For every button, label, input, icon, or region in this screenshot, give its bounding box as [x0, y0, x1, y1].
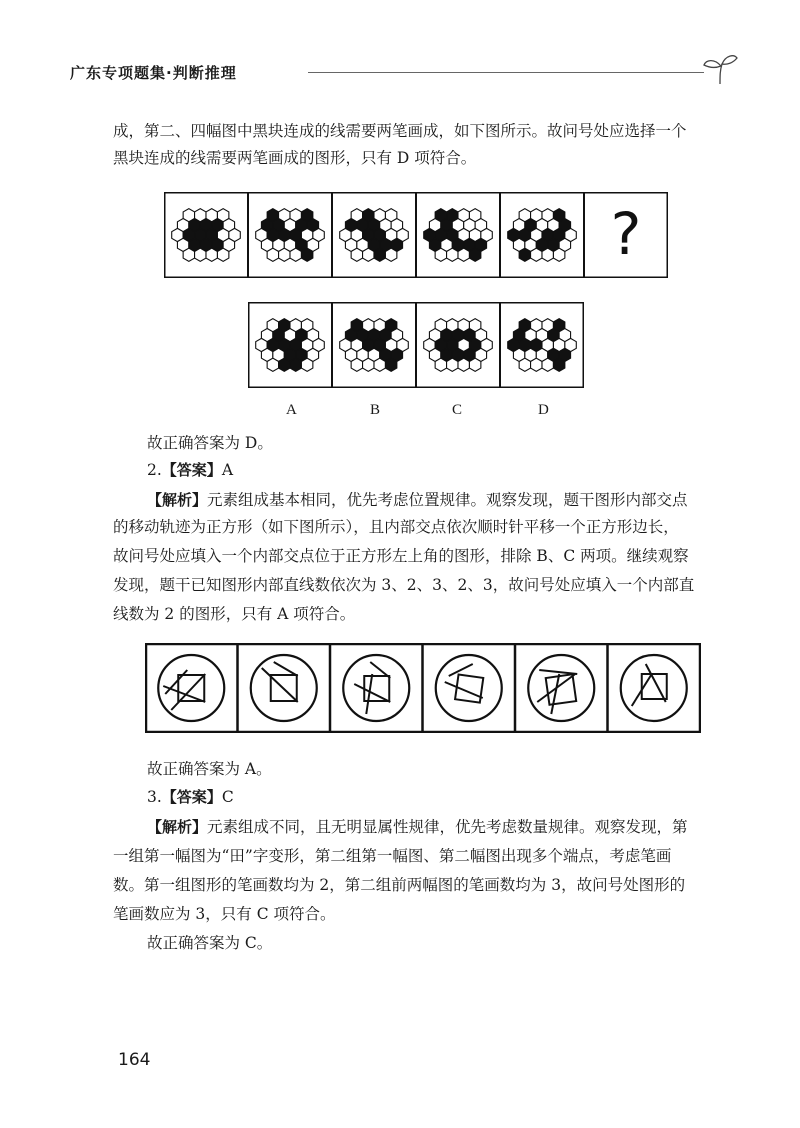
q2-answer-tag: 【答案】	[161, 461, 222, 479]
figure-2	[145, 643, 701, 733]
option-label-b: B	[370, 402, 381, 418]
page-number: 164	[118, 1050, 151, 1070]
q2-answer: A	[221, 461, 234, 479]
q2-answer-line	[113, 457, 747, 484]
q2-analysis-line-4: 发现，题干已知图形内部直线数依次为 3、2、3、2、3，故问号处应填入一个内部直	[113, 576, 695, 594]
q1-conclusion: 故正确答案为 D。	[147, 434, 273, 452]
q3-answer: C	[221, 788, 234, 806]
header-title: 广东专项题集·判断推理	[70, 64, 237, 82]
continuation-line-1: 成，第二、四幅图中黑块连成的线需要两笔画成，如下图所示。故问号处应选择一个	[113, 122, 687, 140]
page-header	[60, 52, 740, 92]
q3-analysis-line-4: 笔画数应为 3，只有 C 项符合。	[113, 905, 336, 923]
q3-analysis-line-2: 一组第一幅图为“田”字变形，第二组第一幅图、第二幅图出现多个端点，考虑笔画	[113, 847, 672, 865]
q3-analysis-line-1: 【解析】元素组成不同，且无明显属性规律，优先考虑数量规律。观察发现，第	[147, 818, 688, 836]
q2-analysis-tag: 【解析】	[147, 491, 208, 509]
figure-1-stem	[164, 192, 668, 278]
q2-number: 2.	[147, 461, 162, 479]
continuation-line-2: 黑块连成的线需要两笔画成的图形，只有 D 项符合。	[113, 149, 477, 167]
option-label-c: C	[452, 402, 463, 418]
q3-analysis-tag: 【解析】	[147, 818, 208, 836]
question-mark: ?	[610, 200, 642, 268]
header-rule	[308, 72, 704, 73]
q3-number: 3.	[147, 788, 162, 806]
q3-answer-tag: 【答案】	[161, 788, 222, 806]
q2-analysis-line-2: 的移动轨迹为正方形（如下图所示），且内部交点依次顺时针平移一个正方形边长，	[113, 518, 679, 536]
q2-conclusion: 故正确答案为 A。	[147, 760, 272, 778]
option-label-a: A	[286, 402, 297, 418]
q2-analysis-line-5: 线数为 2 的图形，只有 A 项符合。	[113, 605, 356, 623]
figure-1-options	[248, 302, 584, 388]
q3-conclusion: 故正确答案为 C。	[147, 934, 273, 952]
option-label-d: D	[538, 402, 549, 418]
q2-analysis-line-3: 故问号处应填入一个内部交点位于正方形左上角的图形，排除 B、C 两项。继续观察	[113, 547, 689, 565]
sprout-icon	[700, 52, 740, 86]
q3-analysis-line-3: 数。第一组图形的笔画数均为 2，第二组前两幅图的笔画数均为 3，故问号处图形的	[113, 876, 686, 894]
q2-analysis-line-1: 【解析】元素组成基本相同，优先考虑位置规律。观察发现，题干图形内部交点	[147, 491, 688, 509]
q3-answer-line	[113, 784, 747, 811]
